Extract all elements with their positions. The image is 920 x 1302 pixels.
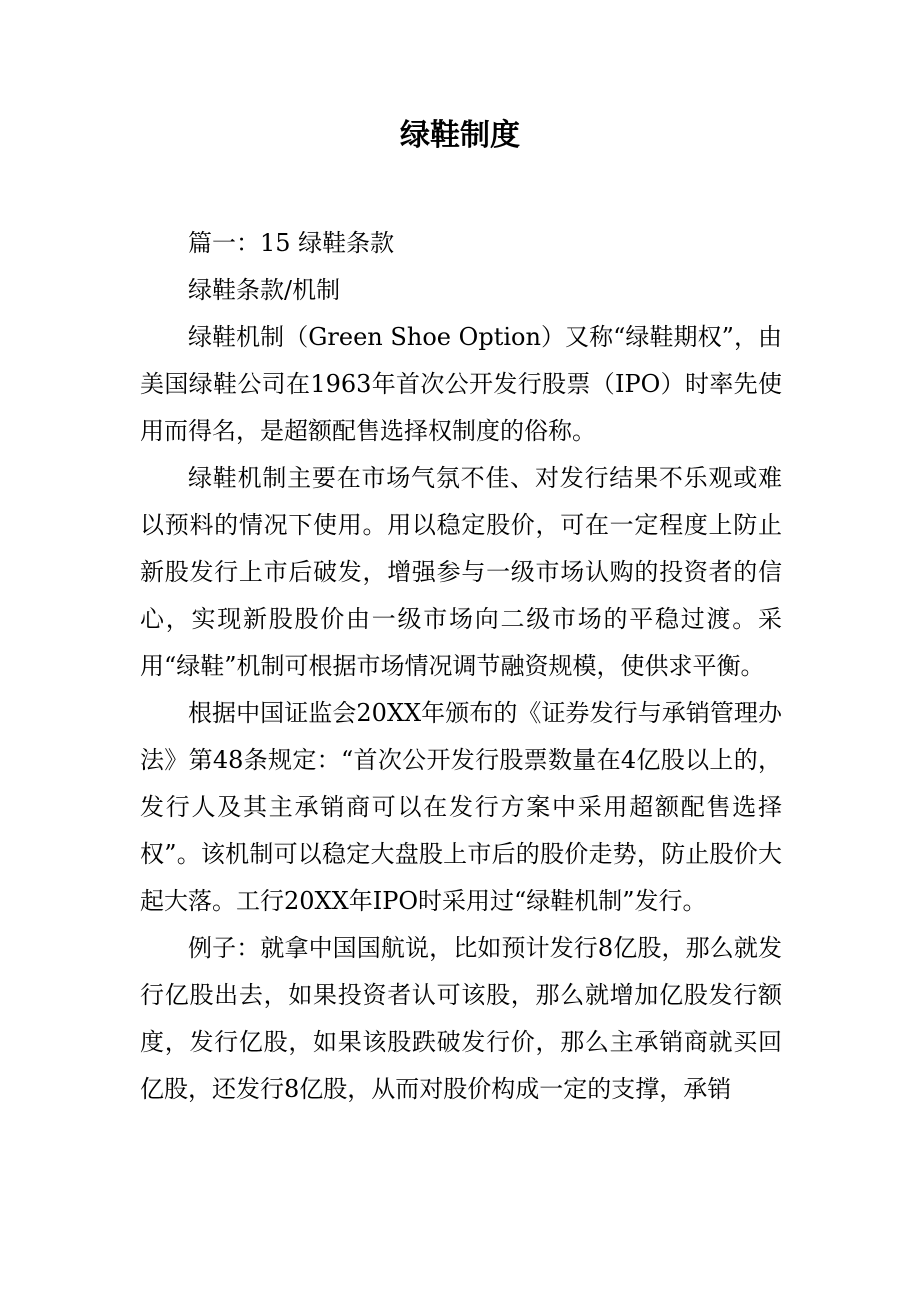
document-title: 绿鞋制度 — [400, 118, 520, 153]
paragraph-definition: 绿鞋机制（Green Shoe Option）又称“绿鞋期权”，由美国绿鞋公司在1963年首次公开发行股票（IPO）时率先使用而得名，是超额配售选择权制度的俗称。 — [140, 323, 782, 445]
paragraph-regulation: 根据中国证监会20XX年颁布的《证券发行与承销管理办法》第48条规定：“首次公开发行股票数量在4亿股以上的，发行人及其主承销商可以在发行方案中采用超额配售选择权”。该机制可以稳定大盘股上市后的股价走势，防止股价大起大落。工行20XX年IPO时采用过“绿鞋机制”发行。 — [140, 699, 782, 915]
paragraph-subheading: 绿鞋条款/机制 — [188, 276, 341, 304]
document-body — [140, 220, 782, 1113]
paragraph-heading: 篇一：15 绿鞋条款 — [188, 229, 395, 257]
paragraph-example: 例子：就拿中国国航说，比如预计发行8亿股，那么就发行亿股出去，如果投资者认可该股，那么就增加亿股发行额度，发行亿股，如果该股跌破发行价，那么主承销商就买回亿股，还发行8亿股，从而对股价构成一定的支撑，承销 — [140, 934, 782, 1103]
paragraph-usage: 绿鞋机制主要在市场气氛不佳、对发行结果不乐观或难以预料的情况下使用。用以稳定股价，可在一定程度上防止新股发行上市后破发，增强参与一级市场认购的投资者的信心，实现新股股价由一级市场向二级市场的平稳过渡。采用“绿鞋”机制可根据市场情况调节融资规模，使供求平衡。 — [140, 464, 782, 680]
